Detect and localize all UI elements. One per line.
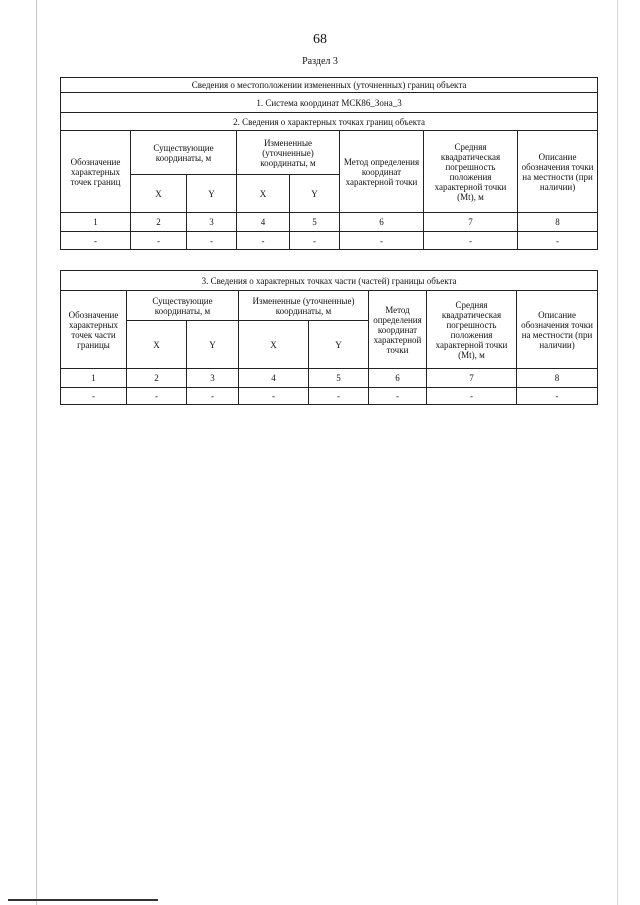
header-designation: Обозначение характерных точек границ <box>61 131 131 213</box>
header-y: Y <box>187 175 237 213</box>
header-x: X <box>127 321 187 369</box>
header-x: X <box>131 175 187 213</box>
column-number: 2 <box>131 213 187 232</box>
header-x: X <box>237 175 290 213</box>
header-description: Описание обозначения точки на местности (при наличии) <box>517 291 598 369</box>
table-cell: - <box>237 232 290 250</box>
column-number: 7 <box>427 369 517 388</box>
table-cell: - <box>340 232 424 250</box>
table2-title: 3. Сведения о характерных точках части (частей) границы объекта <box>61 271 598 291</box>
header-existing-coords: Существующие координаты, м <box>131 131 237 175</box>
table-cell: - <box>427 388 517 405</box>
header-changed-coords: Измененные (уточненные) координаты, м <box>239 291 369 321</box>
column-number: 2 <box>127 369 187 388</box>
header-y: Y <box>290 175 340 213</box>
table-cell: - <box>187 388 239 405</box>
table-cell: - <box>309 388 369 405</box>
section-title: Раздел 3 <box>302 56 338 67</box>
table-cell: - <box>187 232 237 250</box>
column-number: 8 <box>517 369 598 388</box>
header-x: X <box>239 321 309 369</box>
table-cell: - <box>127 388 187 405</box>
column-number: 4 <box>237 213 290 232</box>
table-cell: - <box>131 232 187 250</box>
table-cell: - <box>290 232 340 250</box>
table-cell: - <box>517 388 598 405</box>
column-number: 5 <box>290 213 340 232</box>
table-cell: - <box>369 388 427 405</box>
scan-edge-left <box>36 0 37 905</box>
table1-coord-system: 1. Система координат МСК86_Зона_3 <box>61 93 598 113</box>
scan-bottom-bar <box>8 899 158 901</box>
column-number: 6 <box>340 213 424 232</box>
column-number: 8 <box>518 213 598 232</box>
column-number: 1 <box>61 213 131 232</box>
column-number: 1 <box>61 369 127 388</box>
table-cell: - <box>239 388 309 405</box>
table1-subtitle: 2. Сведения о характерных точках границ объекта <box>61 113 598 131</box>
header-y: Y <box>309 321 369 369</box>
table1-title: Сведения о местоположении измененных (уточненных) границ объекта <box>61 78 598 93</box>
page-number: 68 <box>313 32 327 47</box>
header-method: Метод определения координат характерной точки <box>340 131 424 213</box>
column-number: 4 <box>239 369 309 388</box>
header-existing-coords: Существующие координаты, м <box>127 291 239 321</box>
table-cell: - <box>518 232 598 250</box>
table-cell: - <box>424 232 518 250</box>
column-number: 5 <box>309 369 369 388</box>
header-error: Средняя квадратическая погрешность положения характерной точки (Mt), м <box>427 291 517 369</box>
column-number: 7 <box>424 213 518 232</box>
header-changed-coords: Измененные (уточненные) координаты, м <box>237 131 340 175</box>
header-y: Y <box>187 321 239 369</box>
table-cell: - <box>61 232 131 250</box>
header-method: Метод определения координат характерной точки <box>369 291 427 369</box>
scan-edge-right <box>617 0 618 905</box>
column-number: 3 <box>187 369 239 388</box>
column-number: 6 <box>369 369 427 388</box>
header-designation: Обозначение характерных точек части границы <box>61 291 127 369</box>
header-error: Средняя квадратическая погрешность положения характерной точки (Mt), м <box>424 131 518 213</box>
boundary-points-table <box>60 77 598 250</box>
table-cell: - <box>61 388 127 405</box>
header-description: Описание обозначения точки на местности (при наличии) <box>518 131 598 213</box>
column-number: 3 <box>187 213 237 232</box>
part-boundary-points-table <box>60 270 598 405</box>
